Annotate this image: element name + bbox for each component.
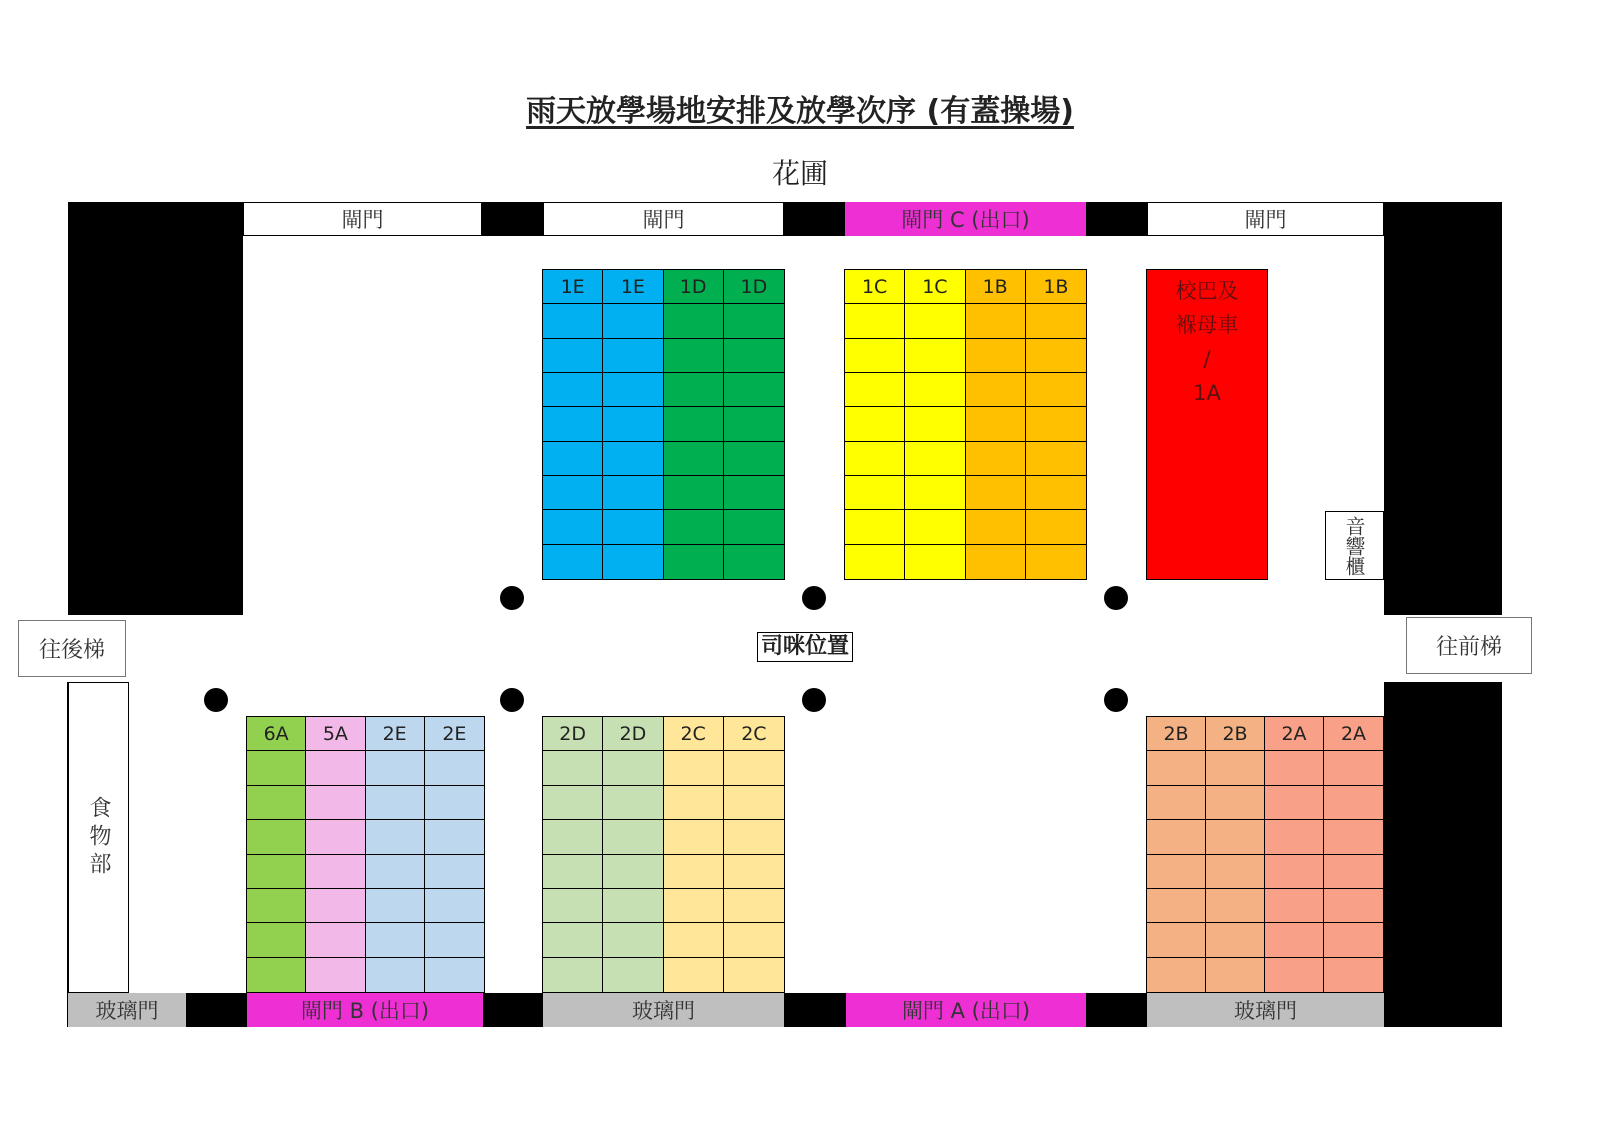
class-slot-1c [905,510,965,544]
class-slot-2c [724,923,784,957]
class-slot-6a [247,820,306,854]
class-slot-2b [1147,855,1206,889]
class-slot-5a [306,923,365,957]
zone-1c-1b [844,269,1087,580]
class-slot-2b [1206,855,1265,889]
class-slot-2e [425,820,484,854]
class-slot-1b [966,373,1026,407]
class-label-2d: 2D [543,717,603,751]
class-slot-2a [1324,855,1383,889]
class-slot-1c [905,407,965,441]
class-label-6a: 6A [247,717,306,751]
class-slot-1b [1026,373,1086,407]
class-label-1c: 1C [845,270,905,304]
class-slot-1e [603,510,663,544]
glass-door-left[interactable]: 玻璃門 [68,993,186,1027]
class-slot-2e [366,855,425,889]
wall-top-left [68,202,243,615]
class-slot-1c [845,442,905,476]
bus-zone-line1: 校巴及 [1175,279,1239,303]
class-slot-1d [664,339,724,373]
class-slot-1c [845,339,905,373]
class-slot-1b [1026,476,1086,510]
class-slot-1b [1026,339,1086,373]
class-slot-5a [306,958,365,992]
class-slot-2a [1324,820,1383,854]
class-slot-2e [425,751,484,785]
pillar [1104,586,1128,610]
class-slot-2d [603,958,663,992]
class-slot-6a [247,923,306,957]
class-slot-2d [603,889,663,923]
gate-top-2[interactable]: 閘門 [543,202,784,236]
class-slot-1b [966,304,1026,338]
class-slot-1e [603,442,663,476]
gate-c-exit[interactable]: 閘門 C (出口) [845,202,1086,236]
class-slot-2b [1206,820,1265,854]
pillar [802,586,826,610]
gate-top-4[interactable]: 閘門 [1147,202,1384,236]
class-slot-5a [306,820,365,854]
class-slot-2d [543,820,603,854]
class-slot-2d [603,923,663,957]
class-slot-2e [425,786,484,820]
class-slot-1c [905,545,965,579]
class-slot-1c [905,304,965,338]
stairs-front[interactable]: 往前梯 [1406,617,1532,674]
class-slot-1d [664,373,724,407]
class-slot-6a [247,855,306,889]
class-slot-1d [724,476,784,510]
class-slot-2d [603,751,663,785]
class-slot-1d [724,373,784,407]
class-label-2c: 2C [664,717,724,751]
class-slot-5a [306,751,365,785]
class-slot-2a [1324,786,1383,820]
gate-top-1[interactable]: 閘門 [243,202,482,236]
sound-cabinet [1325,511,1384,580]
pillar [802,688,826,712]
bus-zone-1a [1146,269,1268,580]
class-slot-2c [724,786,784,820]
class-slot-2c [724,751,784,785]
class-slot-1e [543,545,603,579]
class-slot-2d [603,820,663,854]
class-slot-2b [1147,923,1206,957]
class-slot-2b [1206,751,1265,785]
class-slot-2a [1324,889,1383,923]
class-slot-6a [247,958,306,992]
class-slot-1c [905,476,965,510]
pillar [204,688,228,712]
class-slot-1b [1026,545,1086,579]
food-counter [68,682,129,993]
class-slot-6a [247,889,306,923]
class-slot-1d [664,510,724,544]
class-label-2a: 2A [1265,717,1324,751]
class-slot-2c [724,855,784,889]
class-slot-1d [724,545,784,579]
class-label-1b: 1B [1026,270,1086,304]
class-slot-2b [1206,958,1265,992]
class-slot-2c [664,820,724,854]
class-slot-2c [664,786,724,820]
class-label-1d: 1D [724,270,784,304]
class-slot-1d [664,304,724,338]
glass-door-middle[interactable]: 玻璃門 [543,993,784,1027]
class-slot-2e [366,820,425,854]
class-slot-5a [306,889,365,923]
page-title [0,86,1600,130]
class-slot-2d [543,751,603,785]
class-slot-1b [966,339,1026,373]
class-slot-2d [603,786,663,820]
class-slot-2c [724,889,784,923]
class-slot-2a [1265,889,1324,923]
class-slot-2e [366,958,425,992]
class-slot-1b [1026,442,1086,476]
class-label-2a: 2A [1324,717,1383,751]
class-label-1e: 1E [603,270,663,304]
class-slot-1b [966,545,1026,579]
class-slot-2e [366,923,425,957]
class-label-2b: 2B [1147,717,1206,751]
class-slot-1d [664,407,724,441]
class-slot-1e [603,373,663,407]
class-slot-6a [247,786,306,820]
zone-2d-2c [542,716,785,993]
garden-label: 花圃 [771,157,828,190]
mic-position: 司咪位置 [757,632,853,662]
pillar [1104,688,1128,712]
class-slot-2a [1265,923,1324,957]
zone-1e-1d [542,269,785,580]
class-slot-6a [247,751,306,785]
class-slot-1b [966,407,1026,441]
class-slot-1e [603,476,663,510]
pillar [500,586,524,610]
class-slot-1e [603,304,663,338]
class-slot-2d [603,855,663,889]
class-slot-2a [1265,958,1324,992]
class-slot-5a [306,786,365,820]
class-slot-1c [845,373,905,407]
sound-cabinet-label: 音響櫃 [1342,515,1366,576]
wall-bottom-right [1384,682,1502,1027]
class-label-2b: 2B [1206,717,1265,751]
class-slot-1e [543,442,603,476]
gate-b-exit[interactable]: 閘門 B (出口) [247,993,483,1027]
class-slot-1c [845,510,905,544]
class-slot-1b [1026,304,1086,338]
class-slot-2a [1324,923,1383,957]
class-slot-2c [664,958,724,992]
class-slot-2c [664,855,724,889]
class-slot-2a [1265,855,1324,889]
class-slot-2d [543,855,603,889]
class-slot-1d [664,476,724,510]
class-slot-1c [905,373,965,407]
class-slot-2d [543,786,603,820]
class-slot-1b [1026,407,1086,441]
class-slot-2b [1147,786,1206,820]
title-text: 雨天放學場地安排及放學次序 (有蓋操場) [526,94,1074,129]
class-slot-1e [543,476,603,510]
zone-2b-2a [1146,716,1384,993]
class-slot-1c [905,442,965,476]
class-slot-2e [425,958,484,992]
class-slot-1b [966,442,1026,476]
glass-door-right[interactable]: 玻璃門 [1147,993,1384,1027]
class-slot-5a [306,855,365,889]
class-slot-2c [664,889,724,923]
class-slot-2d [543,889,603,923]
class-slot-1d [664,442,724,476]
class-slot-1d [724,407,784,441]
class-slot-1e [543,510,603,544]
class-label-1d: 1D [664,270,724,304]
class-slot-2e [425,889,484,923]
class-slot-1e [543,339,603,373]
class-slot-1e [543,304,603,338]
class-slot-2b [1206,786,1265,820]
class-slot-2c [724,820,784,854]
class-slot-1b [1026,510,1086,544]
class-slot-1e [603,339,663,373]
class-slot-1c [845,304,905,338]
class-slot-2c [664,923,724,957]
bus-zone-line3: / [1203,347,1211,371]
class-slot-2b [1206,923,1265,957]
bus-zone-line4: 1A [1193,381,1221,405]
class-slot-1c [845,476,905,510]
class-slot-2b [1147,889,1206,923]
class-slot-2a [1324,958,1383,992]
class-slot-2e [366,751,425,785]
class-slot-2b [1147,820,1206,854]
class-label-2d: 2D [603,717,663,751]
class-slot-1d [724,442,784,476]
class-label-1c: 1C [905,270,965,304]
wall-top-right [1384,202,1502,615]
class-slot-1b [966,510,1026,544]
class-slot-2e [366,889,425,923]
stairs-rear[interactable]: 往後梯 [18,620,126,677]
class-slot-1c [845,545,905,579]
class-slot-2a [1265,820,1324,854]
class-slot-2c [724,958,784,992]
food-counter-label: 食物部 [86,795,111,880]
class-slot-1c [845,407,905,441]
class-slot-2a [1265,786,1324,820]
gate-a-exit[interactable]: 閘門 A (出口) [846,993,1086,1027]
class-slot-2d [543,923,603,957]
class-slot-1e [543,373,603,407]
class-label-1e: 1E [543,270,603,304]
class-label-2e: 2E [366,717,425,751]
class-slot-2e [366,786,425,820]
class-slot-2b [1147,958,1206,992]
class-slot-2d [543,958,603,992]
class-slot-2e [425,855,484,889]
class-slot-1e [543,407,603,441]
class-slot-1e [603,545,663,579]
zone-6a-5a-2e [246,716,485,993]
class-slot-2c [664,751,724,785]
class-slot-1c [905,339,965,373]
class-label-2e: 2E [425,717,484,751]
class-label-5a: 5A [306,717,365,751]
class-slot-2a [1265,751,1324,785]
class-slot-1e [603,407,663,441]
class-label-2c: 2C [724,717,784,751]
pillar [500,688,524,712]
class-slot-2e [425,923,484,957]
class-label-1b: 1B [966,270,1026,304]
class-slot-1b [966,476,1026,510]
class-slot-2b [1147,751,1206,785]
class-slot-1d [724,339,784,373]
class-slot-2b [1206,889,1265,923]
class-slot-1d [664,545,724,579]
class-slot-2a [1324,751,1383,785]
bus-zone-line2: 褓母車 [1175,313,1239,337]
class-slot-1d [724,510,784,544]
class-slot-1d [724,304,784,338]
